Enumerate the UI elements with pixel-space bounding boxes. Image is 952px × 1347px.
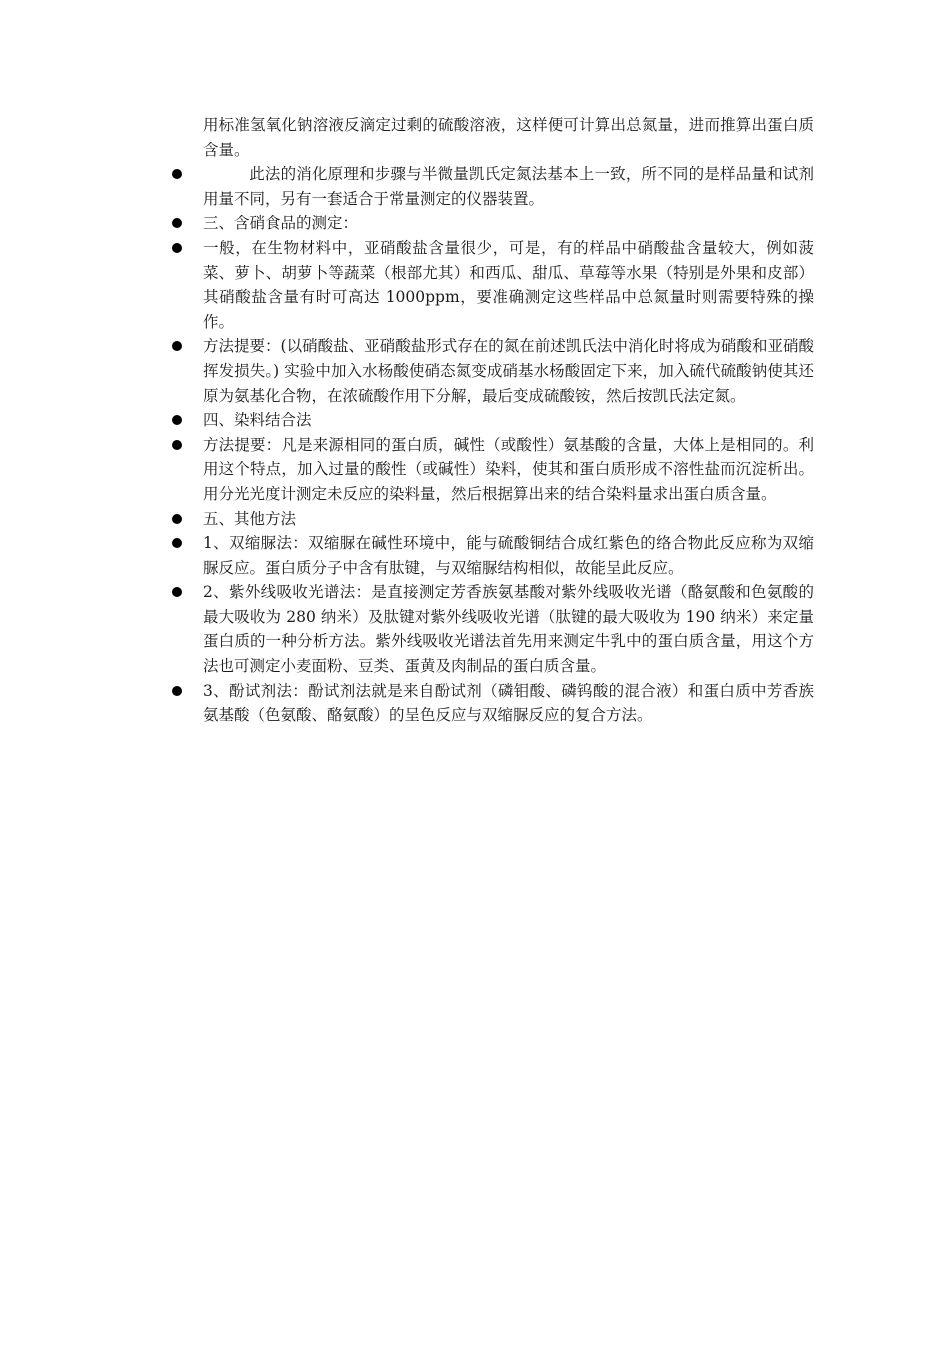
list-item-text: 3、酚试剂法：酚试剂法就是来自酚试剂（磷钼酸、磷钨酸的混合液）和蛋白质中芳香族氨基酸（色氨酸、酪氨酸）的呈色反应与双缩脲反应的复合方法。: [203, 681, 814, 725]
list-item-text: 2、紫外线吸收光谱法：是直接测定芳香族氨基酸对紫外线吸收光谱（酪氨酸和色氨酸的最大吸收为 280 纳米）及肽键对紫外线吸收光谱（肽键的最大吸收为 190 纳米）来定量蛋白质的一种分析方法。紫外线吸收光谱法首先用来测定牛乳中的蛋白质含量，用这个方法也可测定小麦面粉、豆类、蛋黄及肉制品的蛋白质含量。: [203, 583, 814, 676]
list-item-text: 此法的消化原理和步骤与半微量凯氏定氮法基本上一致，所不同的是样品量和试剂用量不同，另有一套适合于常量测定的仪器装置。: [203, 165, 814, 208]
bullet-icon: [172, 538, 182, 548]
continuation-paragraph: 用标准氢氧化钠溶液反滴定过剩的硫酸溶液，这样便可计算出总氮量，进而推算出蛋白质含量。: [203, 116, 814, 159]
list-item-text: 五、其他方法: [203, 509, 297, 528]
list-item-biuret-method: [168, 531, 814, 580]
list-item-text: 方法提要：凡是来源相同的蛋白质，碱性（或酸性）氨基酸的含量，大体上是相同的。利用这个特点，加入过量的酸性（或碱性）染料，使其和蛋白质形成不溶性盐而沉淀析出。用分光光度计测定未反应的染料量，然后根据算出来的结合染料量求出蛋白质含量。: [203, 435, 814, 503]
list-item-phenol-reagent-method: [168, 679, 814, 728]
bullet-icon: [172, 587, 182, 597]
list-item-text: 方法提要：(以硝酸盐、亚硝酸盐形式存在的氮在前述凯氏法中消化时将成为硝酸和亚硝酸挥发损失。) 实验中加入水杨酸使硝态氮变成硝基水杨酸固定下来，加入硫代硫酸钠使其还原为氨基化合物，在浓硫酸作用下分解，最后变成硫酸铵，然后按凯氏法定氮。: [203, 337, 814, 405]
list-item-nitrate-method-summary: [168, 334, 814, 408]
list-item-nitrate-content: [168, 236, 814, 334]
list-item-section-three-heading: [168, 211, 814, 236]
bullet-icon: [172, 341, 182, 351]
list-item-section-five-heading: [168, 507, 814, 532]
bullet-icon: [172, 243, 182, 253]
document-body: [168, 113, 814, 728]
bullet-icon: [172, 514, 182, 524]
bullet-icon: [172, 415, 182, 425]
list-item-text: 1、双缩脲法：双缩脲在碱性环境中，能与硫酸铜结合成红紫色的络合物此反应称为双缩脲反应。蛋白质分子中含有肽键，与双缩脲结构相似，故能呈此反应。: [203, 534, 814, 577]
list-item-text: 四、染料结合法: [203, 411, 312, 430]
bullet-icon: [172, 218, 182, 228]
list-item-dye-method-summary: [168, 433, 814, 507]
bullet-icon: [172, 686, 182, 696]
list-item-uv-absorption-method: [168, 580, 814, 678]
bullet-icon: [172, 169, 182, 179]
list-item-text: 一般，在生物材料中，亚硝酸盐含量很少，可是，有的样品中硝酸盐含量较大，例如菠菜、萝卜、胡萝卜等蔬菜（根部尤其）和西瓜、甜瓜、草莓等水果（特别是外果和皮部）其硝酸盐含量有时可高达 1000ppm，要准确测定这些样品中总氮量时则需要特殊的操作。: [203, 238, 814, 331]
list-item-section-four-heading: [168, 408, 814, 433]
list-item-text: 三、含硝食品的测定：: [203, 214, 359, 233]
list-item-digestion-method: [168, 162, 814, 211]
bullet-icon: [172, 440, 182, 450]
